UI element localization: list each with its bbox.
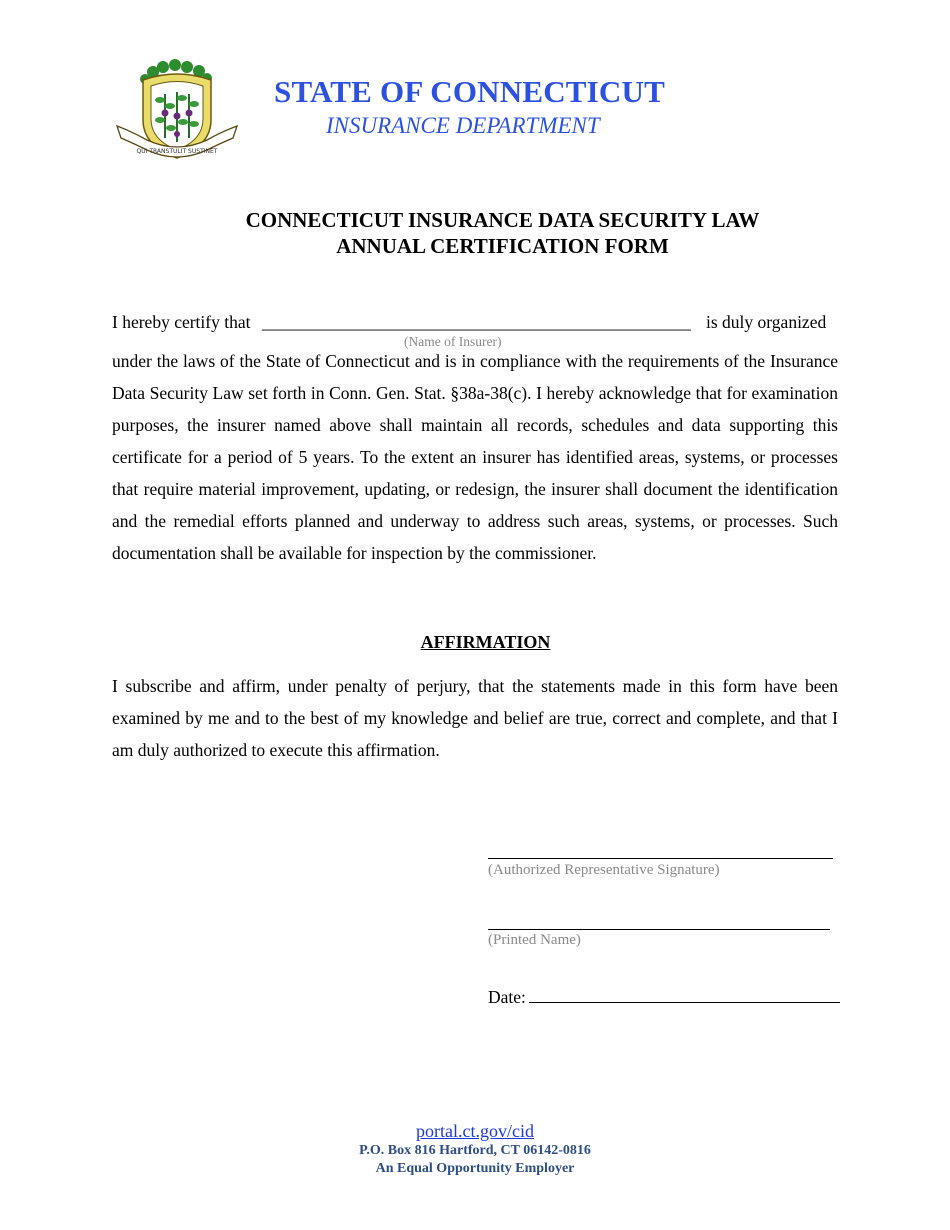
certification-paragraph: under the laws of the State of Connecticut and is in compliance with the requirements of the Insurance Data Security Law set forth in Conn. Gen. Stat. §38a-38(c). I hereby acknowledge that for examination purposes, the insurer named above shall maintain all records, schedules and data supporting this certificate for a period of 5 years. To the extent an insurer has identified areas, systems, or processes that require material improvement, updating, or redesign, the insurer shall document the identification and the remedial efforts planned and underway to address such areas, systems, or processes. Such documentation shall be available for inspection by the commissioner. (112, 351, 838, 563)
date-label: Date: (488, 987, 526, 1007)
insurer-name-hint: (Name of Insurer) (404, 334, 502, 349)
printed-name-line[interactable] (488, 929, 830, 930)
printed-name-hint: (Printed Name) (488, 932, 581, 948)
footer-address: P.O. Box 816 Hartford, CT 06142-0816 (359, 1143, 591, 1158)
insurer-name-field[interactable]: _________________________________________________ (262, 312, 691, 332)
form-title-line1: CONNECTICUT INSURANCE DATA SECURITY LAW (245, 208, 760, 232)
date-field[interactable] (529, 988, 840, 1003)
signature-line[interactable] (488, 858, 833, 859)
state-name-heading: STATE OF CONNECTICUT (274, 74, 665, 109)
footer-eoe: An Equal Opportunity Employer (375, 1161, 575, 1176)
cert-suffix: is duly organized (706, 312, 827, 332)
form-title-line2: ANNUAL CERTIFICATION FORM (336, 234, 669, 258)
signature-hint: (Authorized Representative Signature) (488, 862, 720, 878)
footer-link[interactable]: portal.ct.gov/cid (416, 1121, 534, 1141)
affirmation-paragraph: I subscribe and affirm, under penalty of perjury, that the statements made in this form have been examined by me and to the best of my knowledge and belief are true, correct and complete, and that I am duly authorized to execute this affirmation. (112, 676, 838, 760)
date-row (488, 987, 840, 1008)
seal-motto-text: QUI TRANSTULIT SUSTINET (136, 148, 218, 155)
state-seal-logo (113, 58, 241, 166)
cert-prefix: I hereby certify that (112, 312, 251, 332)
affirmation-heading: AFFIRMATION (420, 632, 551, 652)
department-subheading: INSURANCE DEPARTMENT (326, 113, 600, 138)
